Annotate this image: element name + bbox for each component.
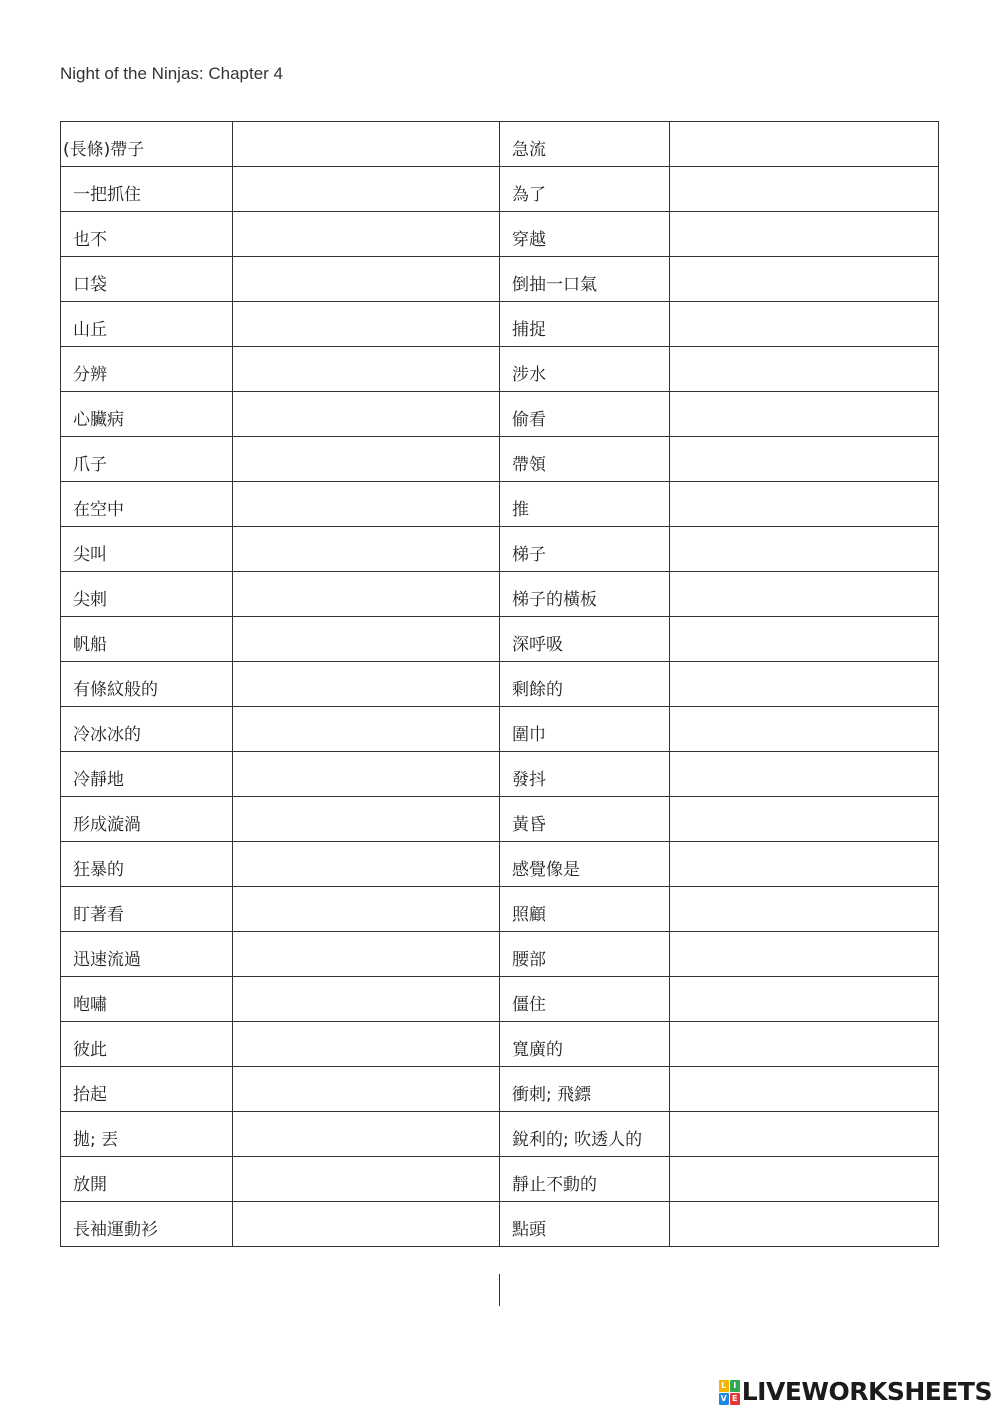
term-left: 一把抓住: [61, 167, 233, 212]
answer-field-right[interactable]: [670, 1112, 939, 1157]
answer-field-left[interactable]: [233, 842, 500, 887]
logo-tile: E: [730, 1393, 740, 1405]
table-row: [61, 482, 939, 527]
answer-field-left[interactable]: [233, 707, 500, 752]
table-row: [61, 1157, 939, 1202]
table-row: [61, 572, 939, 617]
answer-field-right[interactable]: [670, 707, 939, 752]
answer-field-left[interactable]: [233, 617, 500, 662]
term-left: 冷冰冰的: [61, 707, 233, 752]
term-right: 靜止不動的: [500, 1157, 670, 1202]
term-right: 帶領: [500, 437, 670, 482]
term-right: 穿越: [500, 212, 670, 257]
table-row: [61, 212, 939, 257]
term-right: 黃昏: [500, 797, 670, 842]
answer-field-left[interactable]: [233, 122, 500, 167]
answer-field-right[interactable]: [670, 1202, 939, 1247]
term-right: 圍巾: [500, 707, 670, 752]
term-left: 口袋: [61, 257, 233, 302]
answer-field-right[interactable]: [670, 167, 939, 212]
answer-field-left[interactable]: [233, 662, 500, 707]
answer-field-right[interactable]: [670, 1067, 939, 1112]
term-right: 偷看: [500, 392, 670, 437]
table-row: [61, 617, 939, 662]
vocabulary-table-body: [61, 122, 939, 1247]
term-left: 尖叫: [61, 527, 233, 572]
term-right: 為了: [500, 167, 670, 212]
term-right: 深呼吸: [500, 617, 670, 662]
answer-field-right[interactable]: [670, 437, 939, 482]
answer-field-right[interactable]: [670, 842, 939, 887]
answer-field-right[interactable]: [670, 977, 939, 1022]
answer-field-right[interactable]: [670, 122, 939, 167]
term-left: 抬起: [61, 1067, 233, 1112]
table-row: [61, 437, 939, 482]
answer-field-left[interactable]: [233, 887, 500, 932]
answer-field-right[interactable]: [670, 662, 939, 707]
answer-field-left[interactable]: [233, 572, 500, 617]
term-left: 迅速流過: [61, 932, 233, 977]
answer-field-left[interactable]: [233, 527, 500, 572]
term-left: 分辨: [61, 347, 233, 392]
answer-field-left[interactable]: [233, 1067, 500, 1112]
answer-field-left[interactable]: [233, 302, 500, 347]
term-right: 感覺像是: [500, 842, 670, 887]
term-left: 長袖運動衫: [61, 1202, 233, 1247]
term-left: 也不: [61, 212, 233, 257]
table-row: [61, 752, 939, 797]
table-row: [61, 167, 939, 212]
term-right: 捕捉: [500, 302, 670, 347]
term-left: 拋; 丟: [61, 1112, 233, 1157]
answer-field-left[interactable]: [233, 797, 500, 842]
vocabulary-table: [60, 121, 939, 1247]
answer-field-right[interactable]: [670, 482, 939, 527]
answer-field-left[interactable]: [233, 212, 500, 257]
table-row: [61, 977, 939, 1022]
table-row: [61, 1202, 939, 1247]
answer-field-right[interactable]: [670, 752, 939, 797]
table-row: [61, 842, 939, 887]
table-row: [61, 122, 939, 167]
table-row: [61, 257, 939, 302]
logo-tile: V: [720, 1393, 727, 1403]
liveworksheets-brand: [719, 1378, 992, 1406]
term-left: 形成漩渦: [61, 797, 233, 842]
term-right: 推: [500, 482, 670, 527]
term-right: 僵住: [500, 977, 670, 1022]
answer-field-right[interactable]: [670, 302, 939, 347]
term-right: 衝刺; 飛鏢: [500, 1067, 670, 1112]
brand-name: LIVEWORKSHEETS: [741, 1377, 992, 1406]
term-left: 狂暴的: [61, 842, 233, 887]
term-left: 爪子: [61, 437, 233, 482]
answer-field-right[interactable]: [670, 1157, 939, 1202]
term-right: 倒抽一口氣: [500, 257, 670, 302]
term-right: 剩餘的: [500, 662, 670, 707]
term-left: 放開: [61, 1157, 233, 1202]
logo-tile: I: [730, 1380, 740, 1392]
table-row: [61, 797, 939, 842]
term-right: 涉水: [500, 347, 670, 392]
answer-field-right[interactable]: [670, 212, 939, 257]
term-left: 在空中: [61, 482, 233, 527]
table-row: [61, 527, 939, 572]
answer-field-right[interactable]: [670, 347, 939, 392]
answer-field-left[interactable]: [233, 437, 500, 482]
table-row: [61, 662, 939, 707]
column-divider-line: [499, 1274, 500, 1306]
term-left: (長條)帶子: [61, 122, 233, 167]
table-row: [61, 1112, 939, 1157]
answer-field-left[interactable]: [233, 167, 500, 212]
answer-field-left[interactable]: [233, 347, 500, 392]
answer-field-left[interactable]: [233, 1022, 500, 1067]
answer-field-left[interactable]: [233, 1157, 500, 1202]
term-left: 彼此: [61, 1022, 233, 1067]
liveworksheets-logo-icon: [719, 1380, 740, 1405]
term-left: 冷靜地: [61, 752, 233, 797]
answer-field-right[interactable]: [670, 257, 939, 302]
term-right: 點頭: [500, 1202, 670, 1247]
term-left: 山丘: [61, 302, 233, 347]
answer-field-right[interactable]: [670, 1022, 939, 1067]
table-row: [61, 1022, 939, 1067]
term-right: 腰部: [500, 932, 670, 977]
table-row: [61, 1067, 939, 1112]
answer-field-left[interactable]: [233, 257, 500, 302]
term-left: 咆嘯: [61, 977, 233, 1022]
term-left: 心臟病: [61, 392, 233, 437]
term-right: 急流: [500, 122, 670, 167]
term-right: 銳利的; 吹透人的: [500, 1112, 670, 1157]
table-row: [61, 347, 939, 392]
term-right: 梯子的橫板: [500, 572, 670, 617]
term-left: 尖刺: [61, 572, 233, 617]
answer-field-right[interactable]: [670, 887, 939, 932]
table-row: [61, 302, 939, 347]
table-row: [61, 392, 939, 437]
answer-field-left[interactable]: [233, 977, 500, 1022]
term-right: 照顧: [500, 887, 670, 932]
answer-field-right[interactable]: [670, 797, 939, 842]
answer-field-right[interactable]: [670, 617, 939, 662]
answer-field-left[interactable]: [233, 932, 500, 977]
table-row: [61, 707, 939, 752]
answer-field-right[interactable]: [670, 527, 939, 572]
term-right: 梯子: [500, 527, 670, 572]
document-title: Night of the Ninjas: Chapter 4: [60, 64, 284, 83]
logo-tile: L: [719, 1380, 729, 1392]
answer-field-left[interactable]: [233, 482, 500, 527]
term-right: 發抖: [500, 752, 670, 797]
answer-field-right[interactable]: [670, 572, 939, 617]
answer-field-left[interactable]: [233, 752, 500, 797]
answer-field-left[interactable]: [233, 1112, 500, 1157]
table-row: [61, 887, 939, 932]
term-right: 寬廣的: [500, 1022, 670, 1067]
term-left: 有條紋般的: [61, 662, 233, 707]
term-left: 帆船: [61, 617, 233, 662]
answer-field-left[interactable]: [233, 1202, 500, 1247]
answer-field-right[interactable]: [670, 932, 939, 977]
answer-field-left[interactable]: [233, 392, 500, 437]
answer-field-right[interactable]: [670, 392, 939, 437]
term-left: 盯著看: [61, 887, 233, 932]
table-row: [61, 932, 939, 977]
